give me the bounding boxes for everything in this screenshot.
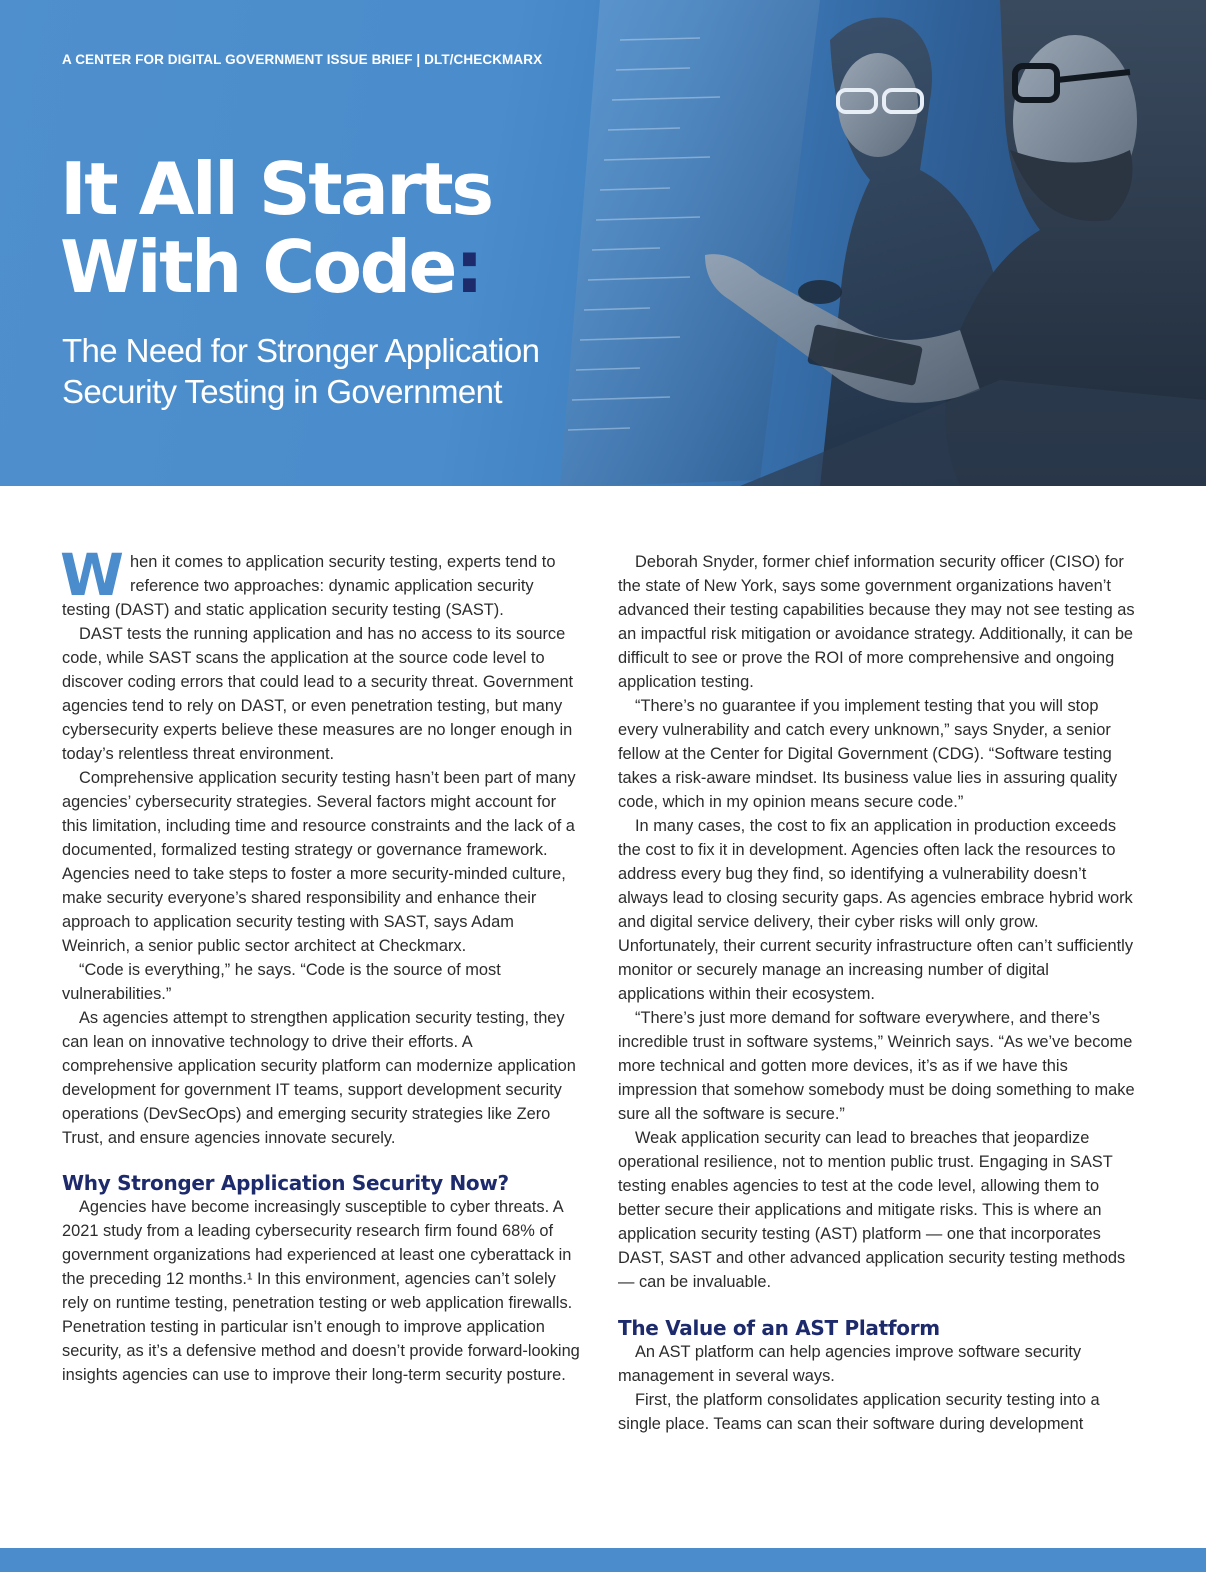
intro-text: hen it comes to application security testing, experts tend to reference two approaches: dynamic application security testing (DAST) and static application security testing (SAST). bbox=[62, 553, 556, 619]
subtitle-line-1: The Need for Stronger Application bbox=[62, 332, 540, 369]
footer-bar bbox=[0, 1548, 1206, 1572]
desk bbox=[740, 380, 1206, 486]
quote-paragraph: “Code is everything,” he says. “Code is the source of most vulnerabilities.” bbox=[62, 961, 501, 1003]
drop-cap: W bbox=[60, 541, 124, 609]
subtitle-line-2: Security Testing in Government bbox=[62, 373, 502, 410]
section-heading-why: Why Stronger Application Security Now? bbox=[62, 1171, 509, 1195]
title-line-2: With Code bbox=[60, 225, 456, 309]
title-line-1: It All Starts bbox=[60, 147, 492, 231]
woman-face bbox=[838, 53, 918, 157]
monitor-shape bbox=[560, 0, 820, 486]
paragraph: An AST platform can help agencies improve software security management in several ways. bbox=[618, 1343, 1082, 1385]
paragraph: As agencies attempt to strengthen application security testing, they can lean on innovative technology to drive their efforts. A comprehensive application security platform can modernize application development for government IT teams, support development security operations (DevSecOps) and emerging security strategies like Zero Trust, and ensure agencies innovate securely. bbox=[62, 1009, 576, 1147]
paragraph: Weak application security can lead to breaches that jeopardize operational resilience, not to mention public trust. Engaging in SAST testing enables agencies to test at the code level, allowing them to better secure their applications and mitigate risks. This is where an application security testing (AST) platform — one that incorporates DAST, SAST and other advanced application security testing methods — can be invaluable. bbox=[618, 1129, 1126, 1291]
paragraph: Comprehensive application security testing hasn’t been part of many agencies’ cybersecurity strategies. Several factors might account for this limitation, including time and resource constraints and the lack of a documented, formalized testing strategy or governance framework. Agencies need to take steps to foster a more security-minded culture, make security everyone’s shared responsibility and enhance their approach to application security testing with SAST, says Adam Weinrich, a senior public sector architect at Checkmarx. bbox=[62, 769, 576, 955]
left-column bbox=[60, 541, 586, 1387]
title-colon: : bbox=[455, 225, 482, 309]
paragraph: First, the platform consolidates application security testing into a single place. Teams can scan their software during development bbox=[618, 1391, 1100, 1433]
intro-paragraph bbox=[60, 541, 586, 622]
hero-banner bbox=[0, 0, 1206, 486]
page-subtitle bbox=[62, 330, 539, 412]
issue-brief-kicker: A CENTER FOR DIGITAL GOVERNMENT ISSUE BRIEF | DLT/CHECKMARX bbox=[62, 52, 543, 67]
right-column bbox=[618, 550, 1136, 1436]
quote-paragraph: “There’s just more demand for software everywhere, and there’s incredible trust in software systems,” Weinrich says. “As we’ve become more technical and gotten more devices, it’s as if we have this impression that somehow somebody must be doing something to make sure all the software is secure.” bbox=[618, 1009, 1135, 1123]
page-title bbox=[60, 147, 492, 309]
paragraph: Agencies have become increasingly susceptible to cyber threats. A 2021 study from a leading cybersecurity research firm found 68% of government organizations had experienced at least one cyberattack in the preceding 12 months.¹ In this environment, agencies can’t solely rely on runtime testing, penetration testing or web application firewalls. Penetration testing in particular isn’t enough to improve application security, as it’s a defensive method and doesn’t provide forward-looking insights agencies can use to improve their long-term security posture. bbox=[62, 1198, 580, 1384]
paragraph: DAST tests the running application and has no access to its source code, while SAST scans the application at the source code level to discover coding errors that could lead to a security threat. Government agencies tend to rely on DAST, or even penetration testing, but many cybersecurity experts believe these measures are no longer enough in today’s relentless threat environment. bbox=[62, 625, 574, 763]
quote-paragraph: “There’s no guarantee if you implement testing that you will stop every vulnerability and catch every unknown,” says Snyder, a senior fellow at the Center for Digital Government (CDG). “Software testing takes a risk-aware mindset. Its business value lies in assuring quality code, which in my opinion means secure code.” bbox=[618, 697, 1118, 811]
paragraph: In many cases, the cost to fix an application in production exceeds the cost to fix it in development. Agencies often lack the resources to address every bug they find, so identifying a vulnerability doesn’t always lead to closing security gaps. As agencies embrace hybrid work and digital service delivery, their cyber risks will only grow. Unfortunately, their current security infrastructure often can’t sufficiently monitor or securely manage an increasing number of digital applications within their ecosystem. bbox=[618, 817, 1134, 1003]
mouse-icon bbox=[798, 280, 842, 304]
section-heading-ast: The Value of an AST Platform bbox=[618, 1316, 940, 1340]
paragraph: Deborah Snyder, former chief information security officer (CISO) for the state of New York, says some government organizations haven’t advanced their testing capabilities because they may not see testing as an impactful risk mitigation or avoidance strategy. Additionally, it can be difficult to see or prove the ROI of more comprehensive and ongoing application testing. bbox=[618, 553, 1135, 691]
